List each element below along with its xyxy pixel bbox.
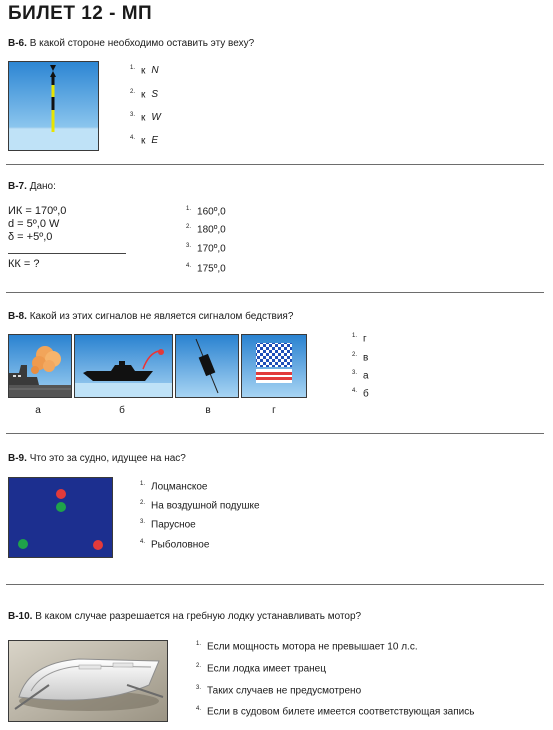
caption-b: б bbox=[119, 405, 125, 416]
caption-c: в bbox=[205, 405, 211, 416]
question-number: В-8. bbox=[8, 311, 27, 322]
question-8 bbox=[8, 311, 293, 322]
q10-option-3[interactable]: $^{3.}$ Таких случаев не предусмотрено bbox=[196, 685, 362, 697]
question-6 bbox=[8, 38, 254, 49]
divider bbox=[6, 292, 544, 293]
buoy-image bbox=[8, 61, 99, 151]
caption-a: а bbox=[35, 405, 41, 416]
question-text: Что это за судно, идущее на нас? bbox=[29, 453, 186, 464]
question-text: Какой из этих сигналов не является сигналом бедствия? bbox=[29, 311, 294, 322]
green-light-icon bbox=[56, 502, 66, 512]
q9-option-1[interactable]: $^{1.}$ Лоцманское bbox=[140, 481, 208, 493]
given-values bbox=[8, 205, 66, 244]
q9-option-4[interactable]: $^{4.}$ Рыболовное bbox=[140, 539, 210, 551]
q9-option-3[interactable]: $^{3.}$ Парусное bbox=[140, 519, 196, 531]
question-number: В-9. bbox=[8, 453, 27, 464]
question-number: В-6. bbox=[8, 38, 27, 49]
find-value: КК = ? bbox=[8, 258, 40, 270]
q8-option-2[interactable]: $^{2.}$ в bbox=[352, 352, 369, 364]
q10-option-2[interactable]: $^{2.}$ Если лодка имеет транец bbox=[196, 663, 326, 675]
divider bbox=[6, 164, 544, 165]
red-light-icon bbox=[93, 540, 103, 550]
signal-image-a bbox=[8, 334, 72, 398]
question-text: В какой стороне необходимо оставить эту веху? bbox=[29, 38, 255, 49]
signal-image-d bbox=[241, 334, 307, 398]
question-7 bbox=[8, 181, 56, 192]
q7-option-3[interactable]: $^{3.}$ 170º,0 bbox=[186, 243, 226, 255]
question-number: В-10. bbox=[8, 611, 33, 622]
q6-option-4[interactable]: $^{4.}$ к E bbox=[130, 135, 159, 147]
question-text: Дано: bbox=[29, 181, 56, 192]
signal-image-b bbox=[74, 334, 173, 398]
rowboat-image bbox=[8, 640, 168, 722]
q7-option-1[interactable]: $^{1.}$ 160º,0 bbox=[186, 206, 226, 218]
question-text: В каком случае разрешается на гребную лодку устанавливать мотор? bbox=[35, 611, 362, 622]
q8-option-3[interactable]: $^{3.}$ а bbox=[352, 370, 369, 382]
question-10 bbox=[8, 611, 361, 622]
given-underline bbox=[8, 253, 126, 254]
q10-option-4[interactable]: $^{4.}$ Если в судовом билете имеется соответствующая запись bbox=[196, 706, 475, 718]
green-light-icon bbox=[18, 539, 28, 549]
q6-option-3[interactable]: $^{3.}$ к W bbox=[130, 112, 161, 124]
given-line: d = 5º,0 W bbox=[8, 218, 60, 230]
q6-option-1[interactable]: $^{1.}$ к N bbox=[130, 65, 159, 77]
divider bbox=[6, 584, 544, 585]
given-line: ИК = 170º,0 bbox=[8, 205, 67, 217]
q7-option-2[interactable]: $^{2.}$ 180º,0 bbox=[186, 224, 226, 236]
question-number: В-7. bbox=[8, 181, 27, 192]
caption-d: г bbox=[272, 405, 276, 416]
q6-option-2[interactable]: $^{2.}$ к S bbox=[130, 89, 159, 101]
q9-option-2[interactable]: $^{2.}$ На воздушной подушке bbox=[140, 500, 260, 512]
vessel-lights-image bbox=[8, 477, 113, 558]
q8-option-4[interactable]: $^{4.}$ б bbox=[352, 388, 369, 400]
signal-image-c bbox=[175, 334, 239, 398]
red-light-icon bbox=[56, 489, 66, 499]
q7-option-4[interactable]: $^{4.}$ 175º,0 bbox=[186, 263, 226, 275]
q10-option-1[interactable]: $^{1.}$ Если мощность мотора не превышает 10 л.с. bbox=[196, 641, 418, 653]
divider bbox=[6, 433, 544, 434]
question-9 bbox=[8, 453, 186, 464]
given-line: δ = +5º,0 bbox=[8, 231, 53, 243]
q8-option-1[interactable]: $^{1.}$ г bbox=[352, 333, 367, 345]
ticket-title: БИЛЕТ 12 - МП bbox=[8, 3, 153, 24]
